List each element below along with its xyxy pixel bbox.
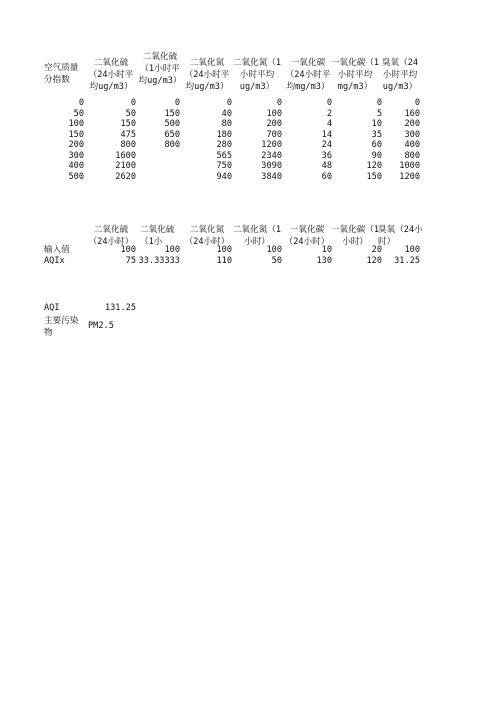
aqi-index-cell: 75	[125, 256, 136, 266]
breakpoint-cell: 940	[216, 171, 232, 182]
aqi-level-cell: 100	[68, 119, 84, 129]
breakpoint-cell: 2340	[261, 150, 282, 161]
breakpoint-cell: 10	[371, 119, 382, 129]
aqi-level-cell: 150	[68, 129, 84, 140]
breakpoint-cell: 0	[376, 98, 382, 108]
table1-header-co-1h: 一氧化碳（1小时平均mg/m3）	[330, 58, 380, 92]
aqi-level-cell: 0	[78, 98, 84, 108]
table2-header-co-1h: 一氧化碳（1小时）	[330, 225, 380, 247]
aqi-index-cell: 130	[316, 256, 332, 266]
aqi-index-cell: 120	[366, 256, 382, 266]
breakpoint-cell: 1200	[261, 140, 282, 150]
breakpoint-cell: 60	[321, 171, 332, 182]
breakpoint-cell: 180	[216, 129, 232, 140]
main-pollutant-label: 主要污染物	[44, 316, 79, 338]
breakpoint-cell: 48	[321, 161, 332, 171]
breakpoint-cell: 750	[216, 161, 232, 171]
input-value-cell: 20	[371, 245, 382, 255]
breakpoint-cell: 60	[371, 140, 382, 150]
input-value-cell: 10	[321, 245, 332, 255]
table1-header-so2-1h: 二氧化硫（1小时平均ug/m3）	[138, 52, 182, 86]
breakpoint-cell: 50	[125, 108, 136, 119]
breakpoint-cell: 0	[326, 98, 332, 108]
table2-header-o3-24h: 臭氧（24小时）	[378, 225, 423, 247]
breakpoint-cell: 800	[164, 140, 180, 150]
breakpoint-cell: 160	[404, 108, 420, 119]
input-value-cell: 100	[216, 245, 232, 255]
breakpoint-cell: 1000	[399, 161, 420, 171]
breakpoint-cell: 1600	[115, 150, 136, 161]
breakpoint-cell: 120	[366, 161, 382, 171]
breakpoint-cell: 0	[174, 98, 180, 108]
breakpoint-cell: 0	[226, 98, 232, 108]
breakpoint-cell: 2100	[115, 161, 136, 171]
aqi-value: 131.25	[104, 303, 136, 313]
breakpoint-cell: 650	[164, 129, 180, 140]
breakpoint-cell: 150	[120, 119, 136, 129]
breakpoint-cell: 3840	[261, 171, 282, 182]
breakpoint-cell: 100	[266, 108, 282, 119]
breakpoint-cell: 4	[326, 119, 332, 129]
aqi-label: AQI	[44, 303, 60, 313]
breakpoint-cell: 200	[404, 119, 420, 129]
breakpoint-cell: 24	[321, 140, 332, 150]
breakpoint-cell: 150	[164, 108, 180, 119]
input-value-cell: 100	[164, 245, 180, 255]
row-label: AQIx	[44, 256, 65, 266]
table2-header-so2-1h: 二氧化硫（1小	[140, 225, 175, 247]
breakpoint-cell: 0	[414, 98, 420, 108]
breakpoint-cell: 0	[130, 98, 136, 108]
breakpoint-cell: 400	[404, 140, 420, 150]
aqi-index-cell: 50	[271, 256, 282, 266]
breakpoint-cell: 1200	[399, 171, 420, 182]
input-value-cell: 100	[120, 245, 136, 255]
aqi-level-cell: 400	[68, 161, 84, 171]
aqi-index-cell: 110	[216, 256, 232, 266]
table2-header-so2-24h: 二氧化硫（24小时）	[88, 225, 134, 247]
breakpoint-cell: 5	[376, 108, 382, 119]
table2-header-no2-24h: 二氧化氮（24小时）	[184, 225, 230, 247]
breakpoint-cell: 800	[404, 150, 420, 161]
breakpoint-cell: 565	[216, 150, 232, 161]
breakpoint-cell: 80	[221, 119, 232, 129]
breakpoint-cell: 90	[371, 150, 382, 161]
breakpoint-cell: 2620	[115, 171, 136, 182]
table1-header-no2-24h: 二氧化氮（24小时平均ug/m3）	[184, 58, 230, 92]
breakpoint-cell: 14	[321, 129, 332, 140]
row-label: 输入值	[44, 245, 70, 255]
breakpoint-cell: 700	[266, 129, 282, 140]
input-value-cell: 100	[404, 245, 420, 255]
breakpoint-cell: 500	[164, 119, 180, 129]
aqi-level-cell: 500	[68, 171, 84, 182]
breakpoint-cell: 2	[326, 108, 332, 119]
aqi-index-cell: 33.33333	[138, 256, 180, 266]
breakpoint-cell: 200	[266, 119, 282, 129]
breakpoint-cell: 35	[371, 129, 382, 140]
table1-corner-label: 空气质量分指数	[44, 63, 79, 85]
table1-header-o3-24h: 臭氧（24小时平均ug/m3）	[381, 58, 419, 92]
breakpoint-cell: 475	[120, 129, 136, 140]
breakpoint-cell: 36	[321, 150, 332, 161]
input-value-cell: 100	[266, 245, 282, 255]
aqi-level-cell: 50	[73, 108, 84, 119]
breakpoint-cell: 40	[221, 108, 232, 119]
breakpoint-cell: 3090	[261, 161, 282, 171]
table1-header-so2-24h: 二氧化硫（24小时平均ug/m3）	[88, 58, 134, 92]
breakpoint-cell: 150	[366, 171, 382, 182]
breakpoint-cell: 280	[216, 140, 232, 150]
breakpoint-cell: 0	[276, 98, 282, 108]
breakpoint-cell: 300	[404, 129, 420, 140]
aqi-level-cell: 200	[68, 140, 84, 150]
table1-header-no2-1h: 二氧化氮（1小时平均ug/m3）	[232, 58, 282, 92]
table2-header-co-24h: 一氧化碳（24小时）	[284, 225, 330, 247]
table1-header-co-24h: 一氧化碳（24小时平均mg/m3）	[285, 58, 331, 92]
aqi-level-cell: 300	[68, 150, 84, 161]
breakpoint-cell: 800	[120, 140, 136, 150]
aqi-index-cell: 31.25	[394, 256, 420, 266]
table2-header-no2-1h: 二氧化氮（1小时）	[232, 225, 282, 247]
main-pollutant-value: PM2.5	[88, 321, 114, 331]
